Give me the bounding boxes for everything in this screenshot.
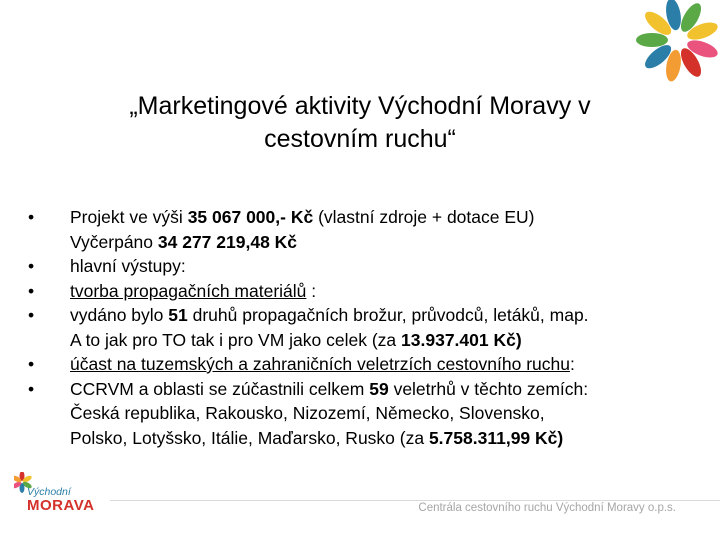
fair-count: 59 xyxy=(369,378,389,399)
bullet-text: CCRVM a oblasti se zúčastnili celkem xyxy=(70,378,370,399)
bullet-symbol: • xyxy=(28,305,35,325)
bullet-symbol: • xyxy=(28,207,35,227)
bullet-text: (vlastní zdroje + dotace EU) xyxy=(313,207,535,227)
bullet-symbol: • xyxy=(28,354,35,374)
bullet-symbol: • xyxy=(28,256,35,276)
bullet-text: Vyčerpáno xyxy=(70,231,158,252)
flower-logo-icon xyxy=(612,0,720,96)
title-line-1: „Marketingové aktivity Východní Moravy v xyxy=(129,92,591,120)
bullet-item-ccrvm xyxy=(28,377,696,451)
logo-text-morava: MORAVA xyxy=(27,497,95,514)
bullet-text: veletrhů v těchto zemích: xyxy=(388,378,589,399)
bullet-item-fairs xyxy=(28,352,696,377)
bullet-item-brochures xyxy=(28,303,696,352)
bullet-item-outputs xyxy=(28,254,696,279)
brochure-amount: 13.937.401 Kč) xyxy=(401,329,522,350)
bullet-item-project xyxy=(28,205,696,254)
bullet-symbol: • xyxy=(28,378,35,399)
footer-organization: Centrála cestovního ruchu Východní Moravy o.p.s. xyxy=(418,502,676,514)
title-line-2: cestovním ruchu“ xyxy=(264,125,456,153)
bullet-heading: tvorba propagačních materiálů xyxy=(70,280,307,301)
bullet-heading: účast na tuzemských a zahraničních veletrzích cestovního ruchu xyxy=(70,354,570,374)
bullet-item-materials xyxy=(28,279,696,304)
bullet-text: A to jak pro TO tak i pro VM jako celek (za xyxy=(70,329,402,350)
bullet-text: Projekt ve výši xyxy=(70,207,188,227)
bullet-text: druhů propagačních brožur, průvodců, letáků, map. xyxy=(187,305,589,325)
logo-text-vychodni: Východní xyxy=(27,486,71,498)
brochure-count: 51 xyxy=(168,305,188,325)
bullet-text: : xyxy=(569,354,575,374)
bullet-text: vydáno bylo xyxy=(70,305,169,325)
project-amount: 35 067 000,- Kč xyxy=(187,207,314,227)
bullet-list xyxy=(28,205,696,450)
footer-divider xyxy=(110,500,720,501)
bullet-text: : xyxy=(306,280,317,301)
bullet-text: Polsko, Lotyšsko, Itálie, Maďarsko, Rusko (za xyxy=(70,427,429,448)
slide-title xyxy=(60,90,660,156)
fair-amount: 5.758.311,99 Kč) xyxy=(428,427,564,448)
bullet-text: hlavní výstupy: xyxy=(70,256,186,276)
spent-amount: 34 277 219,48 Kč xyxy=(157,231,298,252)
bullet-text: Česká republika, Rakousko, Nizozemí, Německo, Slovensko, xyxy=(70,403,545,423)
bullet-symbol: • xyxy=(28,280,35,301)
